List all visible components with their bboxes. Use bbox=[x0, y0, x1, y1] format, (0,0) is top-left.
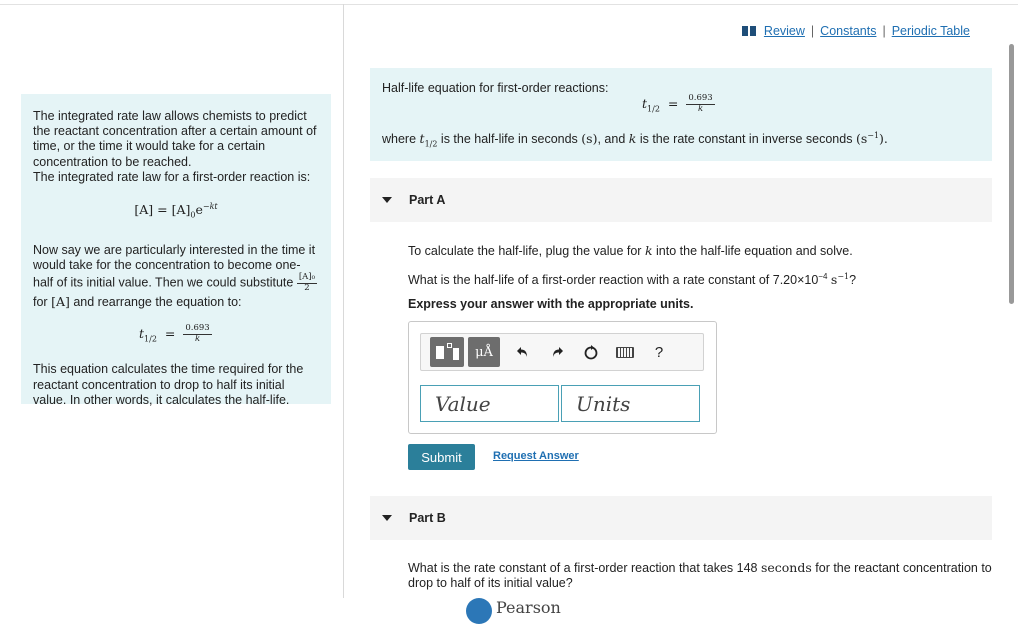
info-title: Half-life equation for first-order reactions: bbox=[382, 81, 609, 95]
units-input[interactable] bbox=[561, 385, 700, 422]
caret-down-icon bbox=[382, 197, 392, 203]
sub-frac-num: [A]₀ bbox=[298, 272, 316, 283]
question-text: What is the half-life of a first-order reaction with a rate constant of 7.20×10 bbox=[408, 273, 819, 288]
redo-icon bbox=[550, 345, 564, 359]
reset-icon bbox=[583, 344, 599, 360]
redo-button[interactable] bbox=[540, 337, 574, 367]
intro-paragraph-3 bbox=[33, 243, 319, 310]
instruction-k: k bbox=[644, 243, 653, 258]
intro-paragraph-1: The integrated rate law allows chemists to predict the reactant concentration after a certain amount of time, or the time it would take for a certain concentration to be reached. bbox=[33, 109, 317, 169]
book-icon bbox=[742, 26, 756, 36]
intro-eq-sub: 1/2 bbox=[144, 334, 157, 344]
info-eq-fraction bbox=[686, 94, 714, 115]
request-answer-link[interactable]: Request Answer bbox=[493, 450, 579, 462]
templates-button[interactable] bbox=[430, 337, 464, 367]
intro-eq-den: k bbox=[194, 333, 201, 344]
caret-down-icon bbox=[382, 515, 392, 521]
info-eq-t: t bbox=[642, 95, 648, 111]
part-b-seconds: seconds bbox=[760, 560, 812, 575]
where-t: t bbox=[419, 131, 425, 147]
pearson-logo-icon bbox=[466, 598, 492, 624]
units-symbols-button[interactable]: μÅ bbox=[468, 337, 500, 367]
template-block-icon bbox=[453, 348, 459, 360]
value-input[interactable] bbox=[420, 385, 559, 422]
where-text-4: is the rate constant in inverse seconds bbox=[639, 132, 853, 147]
substitution-fraction bbox=[297, 273, 317, 294]
instruction-text-2: into the half-life equation and solve. bbox=[656, 244, 853, 258]
intro-halflife-equation bbox=[33, 324, 319, 346]
where-unit-inv: (s bbox=[855, 131, 868, 147]
link-separator: | bbox=[882, 24, 886, 38]
question-unit-exp: −1 bbox=[837, 272, 850, 281]
where-unit-inv-exp: −1 bbox=[867, 131, 880, 140]
part-b-question-text-2: for the reactant concentration to drop to half of its initial value? bbox=[408, 561, 992, 590]
constants-link[interactable]: Constants bbox=[820, 24, 877, 38]
review-link[interactable]: Review bbox=[763, 24, 805, 38]
undo-icon bbox=[516, 345, 530, 359]
where-unit-inv-close: ). bbox=[879, 131, 888, 147]
rate-law-e: e bbox=[195, 202, 203, 218]
scrollbar-thumb[interactable] bbox=[1009, 44, 1014, 304]
part-a-header[interactable] bbox=[370, 178, 992, 222]
part-a-instruction bbox=[408, 243, 853, 258]
part-b-question bbox=[408, 560, 993, 591]
part-b-header[interactable] bbox=[370, 496, 992, 540]
info-eq-num: 0.693 bbox=[688, 93, 713, 103]
where-unit-s: (s) bbox=[581, 131, 598, 147]
keyboard-icon bbox=[616, 347, 634, 358]
pearson-wordmark: Pearson bbox=[496, 598, 561, 617]
rate-law-exp: −kt bbox=[202, 202, 218, 212]
where-text-3: , and bbox=[597, 132, 626, 147]
intro-panel bbox=[21, 94, 331, 407]
template-block-icon bbox=[436, 346, 444, 359]
resource-links bbox=[742, 24, 970, 38]
part-a-question bbox=[408, 272, 856, 287]
math-toolbar bbox=[420, 333, 704, 371]
intro-p3-rest: and rearrange the equation to: bbox=[73, 294, 242, 309]
info-eq-equals: = bbox=[667, 95, 679, 111]
question-end: ? bbox=[849, 273, 857, 288]
rate-law-sub: 0 bbox=[190, 210, 196, 220]
rate-law-equation bbox=[33, 199, 319, 223]
answer-box bbox=[408, 321, 717, 434]
part-b-label: Part B bbox=[409, 511, 446, 525]
intro-eq-t: t bbox=[139, 325, 145, 341]
periodic-table-link[interactable]: Periodic Table bbox=[891, 24, 970, 38]
template-box-icon bbox=[447, 343, 452, 348]
question-exp: −4 bbox=[818, 272, 828, 281]
instruction-text-1: To calculate the half-life, plug the value for bbox=[408, 244, 642, 258]
intro-paragraph-4: This equation calculates the time required for the reactant concentration to drop to half its initial value. In other words, it calculates the half-life. bbox=[33, 362, 304, 407]
help-button[interactable]: ? bbox=[654, 343, 664, 361]
keyboard-button[interactable] bbox=[608, 337, 642, 367]
panel-divider bbox=[343, 4, 344, 598]
undo-button[interactable] bbox=[506, 337, 540, 367]
part-a-directive: Express your answer with the appropriate units. bbox=[408, 297, 694, 311]
info-halflife-equation bbox=[642, 94, 715, 115]
halflife-info-box bbox=[370, 68, 992, 161]
reset-button[interactable] bbox=[574, 337, 608, 367]
intro-p3-A: [A] bbox=[51, 293, 70, 309]
intro-eq-num: 0.693 bbox=[185, 323, 210, 334]
info-where-text bbox=[382, 131, 888, 149]
question-unit: s bbox=[830, 272, 838, 288]
submit-button[interactable]: Submit bbox=[408, 444, 475, 470]
intro-eq-equals: = bbox=[164, 325, 176, 341]
intro-p3-for: for bbox=[33, 294, 48, 309]
top-border bbox=[0, 4, 1018, 5]
where-t-sub: 1/2 bbox=[424, 139, 438, 149]
sub-frac-den: 2 bbox=[304, 283, 310, 294]
part-a-label: Part A bbox=[409, 193, 446, 207]
info-eq-sub: 1/2 bbox=[647, 104, 660, 114]
info-eq-den: k bbox=[697, 103, 704, 114]
where-text-2: is the half-life in seconds bbox=[440, 132, 578, 147]
intro-paragraph-2: The integrated rate law for a first-order reaction is: bbox=[33, 169, 311, 184]
where-word: where bbox=[382, 132, 417, 147]
link-separator: | bbox=[810, 24, 815, 38]
where-k: k bbox=[628, 131, 637, 147]
intro-eq-fraction bbox=[183, 324, 211, 345]
intro-p3-text: Now say we are particularly interested in the time it would take for the concentration to become one-half of its initial value. Then we could substitute bbox=[33, 242, 316, 290]
rate-law-lhs: [A] = [A] bbox=[134, 202, 191, 218]
part-b-question-text-1: What is the rate constant of a first-order reaction that takes 148 bbox=[408, 561, 758, 575]
